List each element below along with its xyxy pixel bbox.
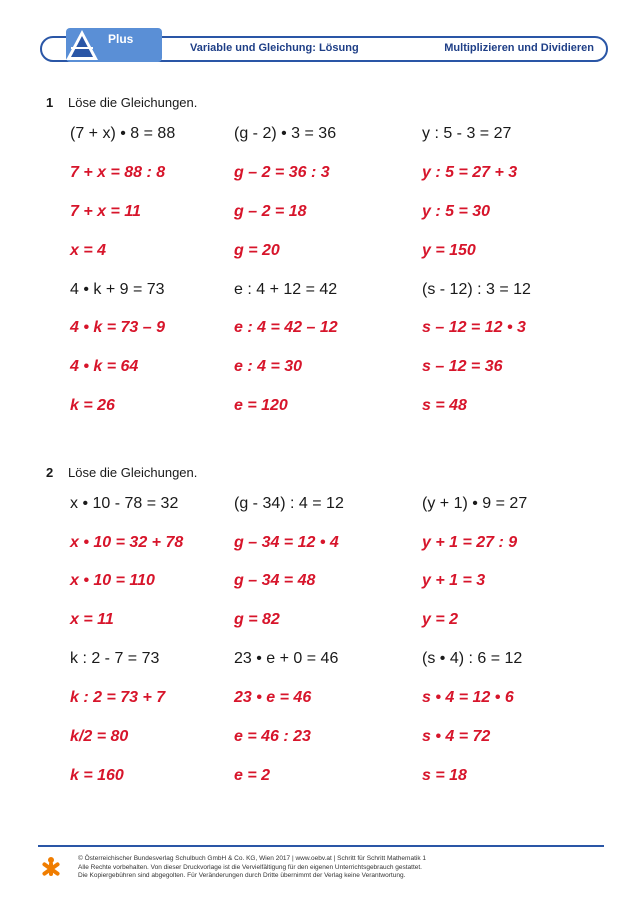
solution-step: e : 4 = 42 – 12: [234, 319, 338, 336]
solution-step: 7 + x = 88 : 8: [70, 164, 166, 181]
solution-result: s = 18: [422, 767, 467, 784]
footer-divider: [38, 845, 604, 847]
solution-step: k/2 = 80: [70, 728, 129, 745]
solution-step: s • 4 = 72: [422, 728, 491, 745]
equation: e : 4 + 12 = 42: [234, 281, 338, 298]
solution-result: s = 48: [422, 397, 467, 414]
copyright-notice: [78, 855, 426, 881]
solution-step: x • 10 = 110: [70, 572, 155, 589]
task-number: 2: [46, 465, 54, 480]
equation: 4 • k + 9 = 73: [70, 281, 165, 298]
equation: y : 5 - 3 = 27: [422, 125, 512, 142]
solution-result: k = 160: [70, 767, 124, 784]
solution-result: x = 4: [70, 242, 107, 259]
solution-result: x = 11: [70, 611, 114, 628]
solution-step: k : 2 = 73 + 7: [70, 689, 166, 706]
solution-result: e = 120: [234, 397, 288, 414]
equation: (g - 34) : 4 = 12: [234, 495, 344, 512]
solution-step: x • 10 = 32 + 78: [70, 534, 184, 551]
rights-line: Alle Rechte vorbehalten. Von dieser Druckvorlage ist die Vervielfältigung für den eigenen Unterrichtsgebrauch gestattet.: [78, 863, 422, 871]
solution-result: e = 2: [234, 767, 271, 784]
fees-line: Die Kopiergebühren sind abgegolten. Für Veränderungen durch Dritte übernimmt der Verlag keine Verantwortung.: [78, 872, 406, 879]
copyright-line: © Österreichischer Bundesverlag Schulbuch GmbH & Co. KG, Wien 2017 | www.oebv.at | Schritt für Schritt Mathematik 1: [78, 855, 426, 862]
solution-step: y + 1 = 3: [422, 572, 486, 589]
solution-step: s – 12 = 12 • 3: [422, 319, 526, 336]
plus-logo: [58, 26, 168, 64]
task-instruction: Löse die Gleichungen.: [68, 95, 198, 110]
equation: (y + 1) • 9 = 27: [422, 495, 528, 512]
equation: (7 + x) • 8 = 88: [70, 125, 176, 142]
task-instruction: Löse die Gleichungen.: [68, 465, 198, 480]
solution-step: 4 • k = 64: [70, 358, 139, 375]
solution-step: e = 46 : 23: [234, 728, 311, 745]
solution-step: y : 5 = 27 + 3: [422, 164, 518, 181]
solution-step: g – 2 = 36 : 3: [234, 164, 330, 181]
task-number: 1: [46, 95, 54, 110]
solution-step: s • 4 = 12 • 6: [422, 689, 514, 706]
solution-result: y = 2: [422, 611, 459, 628]
equation: 23 • e + 0 = 46: [234, 650, 339, 667]
equation: k : 2 - 7 = 73: [70, 650, 160, 667]
page-header: [40, 32, 608, 64]
solution-step: 7 + x = 11: [70, 203, 141, 220]
worksheet-topic: Multiplizieren und Dividieren: [444, 42, 594, 54]
solution-step: e : 4 = 30: [234, 358, 303, 375]
solution-result: y = 150: [422, 242, 476, 259]
solution-step: y : 5 = 30: [422, 203, 491, 220]
solution-step: 4 • k = 73 – 9: [70, 319, 166, 336]
solution-result: g = 20: [234, 242, 280, 259]
worksheet-title: Variable und Gleichung: Lösung: [190, 42, 359, 54]
solution-step: 23 • e = 46: [234, 689, 312, 706]
solution-result: k = 26: [70, 397, 115, 414]
solution-result: g = 82: [234, 611, 280, 628]
solution-step: g – 34 = 12 • 4: [234, 534, 339, 551]
publisher-logo-icon: [38, 856, 64, 882]
solution-step: s – 12 = 36: [422, 358, 503, 375]
equation: (s • 4) : 6 = 12: [422, 650, 523, 667]
solution-step: g – 34 = 48: [234, 572, 316, 589]
solution-step: g – 2 = 18: [234, 203, 307, 220]
equation: (g - 2) • 3 = 36: [234, 125, 337, 142]
solution-step: y + 1 = 27 : 9: [422, 534, 518, 551]
equation: (s - 12) : 3 = 12: [422, 281, 531, 298]
equation: x • 10 - 78 = 32: [70, 495, 179, 512]
logo-text: Plus: [108, 32, 134, 46]
